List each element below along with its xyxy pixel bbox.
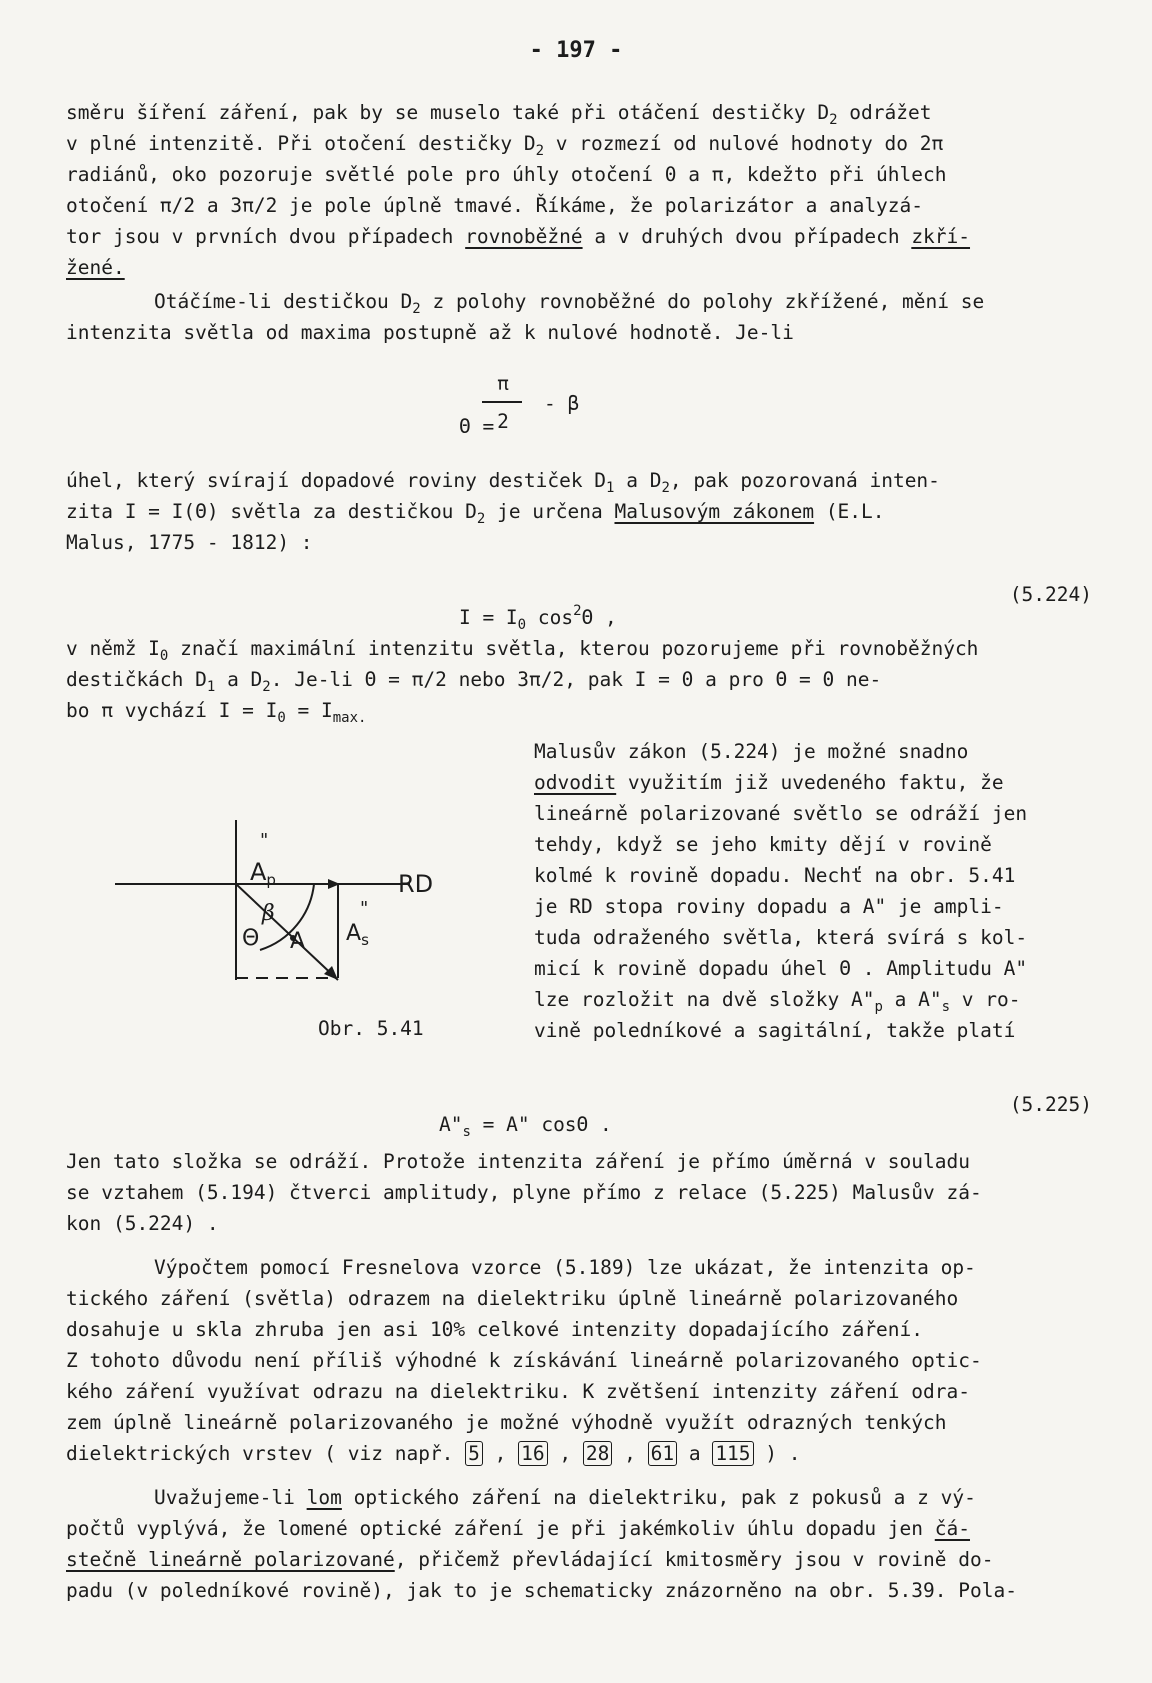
page-number: - 197 -	[529, 38, 623, 63]
text-line: tického záření (světla) odrazem na dielektriku úplně lineárně polarizovaného	[66, 1287, 959, 1310]
eq-text: Θ ,	[581, 606, 617, 629]
text: optického záření na dielektriku, pak z pokusů a z vý-	[341, 1486, 976, 1509]
text-line: radiánů, oko pozoruje světlé pole pro úhly otočení 0 a π, kdežto při úhlech	[66, 163, 947, 186]
text: . Je-li Θ = π/2 nebo 3π/2, pak I = 0 a pro Θ = 0 ne-	[270, 668, 882, 691]
text-line: tuda odraženého světla, která svírá s kol-	[534, 926, 1028, 949]
text-line: tehdy, když se jeho kmity dějí v rovině	[534, 833, 992, 856]
text: v plné intenzitě. Při otočení destičky D	[66, 132, 536, 155]
text: lze rozložit na dvě složky A"	[534, 988, 875, 1011]
equation-number: (5.224)	[1009, 583, 1092, 606]
paragraph-3	[66, 465, 1086, 558]
right-column	[534, 736, 1094, 1046]
subscript: 2	[412, 301, 421, 317]
text: v ro-	[950, 988, 1021, 1011]
text-line: Malus, 1775 - 1812) :	[66, 531, 313, 554]
text-line: otočení π/2 a 3π/2 je pole úplně tmavé. Říkáme, že polarizátor a analyzá-	[66, 194, 924, 217]
text-line: lineárně polarizované světlo se odráží jen	[534, 802, 1028, 825]
text-line: dosahuje u skla zhruba jen asi 10% celkové intenzity dopadajícího záření.	[66, 1318, 924, 1341]
fraction-denominator: 2	[497, 410, 509, 433]
paragraph-5	[66, 1146, 1086, 1239]
text-line: Výpočtem pomocí Fresnelova vzorce (5.189) lze ukázat, že intenzita op-	[154, 1256, 976, 1279]
paragraph-7	[66, 1482, 1086, 1606]
text: tor jsou v prvních dvou případech	[66, 225, 454, 248]
citation-ref: 28	[583, 1441, 612, 1466]
text-line: se vztahem (5.194) čtverci amplitudy, plyne přímo z relace (5.225) Malusův zá-	[66, 1181, 982, 1204]
text-line: zem úplně lineárně polarizovaného je možné výhodně využít odrazných tenkých	[66, 1411, 947, 1434]
subscript: p	[874, 999, 883, 1015]
figure-5-41	[110, 810, 470, 1050]
text: a D	[614, 469, 662, 492]
subscript: 2	[535, 143, 545, 159]
paragraph-4	[66, 633, 1086, 726]
text-line: kolmé k rovině dopadu. Nechť na obr. 5.41	[534, 864, 1016, 887]
text: a D	[215, 668, 263, 691]
label-rd: RD	[398, 870, 434, 898]
text-line: vině poledníkové a sagitální, takže platí	[534, 1019, 1016, 1042]
eq-text: = A" cosΘ .	[470, 1113, 612, 1136]
subscript: 2	[476, 511, 486, 527]
text-line: micí k rovině dopadu úhel Θ . Amplitudu A"	[534, 957, 1028, 980]
citation-ref: 5	[465, 1441, 483, 1466]
text: Otáčíme-li destičkou D	[154, 290, 413, 313]
text: úhel, který svírají dopadové roviny destiček D	[66, 469, 607, 492]
equation-number: (5.225)	[1009, 1093, 1092, 1116]
label-beta: β	[262, 901, 275, 926]
subscript: s	[462, 1124, 471, 1140]
fraction-bar	[482, 401, 522, 403]
subscript: 0	[159, 648, 169, 664]
underlined-term: Malusovým zákonem	[614, 500, 815, 523]
underlined-term: čá-	[934, 1517, 970, 1540]
subscript: 1	[606, 480, 615, 496]
eq-text: A"	[438, 1113, 463, 1136]
text: dielektrických vrstev ( viz např.	[66, 1442, 466, 1465]
citation-ref: 16	[518, 1441, 547, 1466]
citation-ref: 61	[648, 1441, 677, 1466]
text: směru šíření záření, pak by se muselo také při otáčení destičky D	[66, 101, 830, 124]
text: využitím již uvedeného faktu, že	[616, 771, 1004, 794]
paragraph-6: Výpočtem pomocí Fresnelova vzorce (5.189) lze ukázat, že intenzita op- tického záření (světla) odrazem na dielektriku úplně lineárně polarizovaného dosahuje u skla zhruba jen asi 10% celkové intenzity dopadajícího záření. Z tohoto důvodu není příliš výhodné k získávání lineárně polarizovaného optic- kého záření využívat odrazu na dielektriku. K zvětšení intenzity záření odra- zem úplně lineárně polarizovaného je možné výhodně využít odrazných tenkých dielektrických vrstev ( viz např. 5 , 16 , 28 , 61 a 115 ) .	[66, 1252, 1086, 1469]
text-line: padu (v poledníkové rovině), jak to je schematicky znázorněno na obr. 5.39. Pola-	[66, 1579, 1017, 1602]
text-line: kon (5.224) .	[66, 1212, 219, 1235]
eq-text: I = I	[458, 606, 518, 629]
text: v němž I	[66, 637, 160, 660]
label-as-mark: "	[360, 898, 369, 919]
text: je určena	[485, 500, 615, 523]
text: a A"	[882, 988, 942, 1011]
label-theta: Θ	[242, 926, 260, 951]
underlined-term: lom	[306, 1486, 342, 1509]
underlined-term: stečně lineárně polarizované	[66, 1548, 395, 1571]
text: v rozmezí od nulové hodnoty do 2π	[544, 132, 944, 155]
text: a v druhých dvou případech	[582, 225, 912, 248]
label-ap: $A_p$	[250, 858, 276, 889]
subscript: 0	[517, 617, 527, 633]
underlined-term: žené.	[66, 256, 125, 279]
text: bo π vychází I = I	[66, 699, 278, 722]
text: zita I = I(Θ) světla za destičkou D	[66, 500, 477, 523]
text-line: intenzita světla od maxima postupně až k nulové hodnotě. Je-li	[66, 321, 794, 344]
subscript: 2	[262, 679, 271, 695]
subscript: 2	[829, 112, 838, 128]
text-line: Z tohoto důvodu není příliš výhodné k získávání lineárně polarizovaného optic-	[66, 1349, 982, 1372]
text-line: kého záření využívat odrazu na dielektriku. K zvětšení intenzity záření odra-	[66, 1380, 970, 1403]
text: (E.L.	[814, 500, 885, 523]
text: odrážet	[837, 101, 932, 124]
subscript: s	[941, 999, 951, 1015]
label-as: $A_s$	[346, 921, 369, 949]
text: destičkách D	[66, 668, 207, 691]
subscript: max.	[332, 710, 367, 726]
underlined-term: rovnoběžné	[465, 225, 583, 248]
text-line: Malusův zákon (5.224) je možné snadno	[534, 740, 969, 763]
text: , pak pozorovaná inten-	[669, 469, 940, 492]
underlined-term: zkří-	[911, 225, 971, 248]
text: z polohy rovnoběžné do polohy zkřížené, mění se	[420, 290, 985, 313]
underlined-term: odvodit	[534, 771, 617, 794]
citation-ref: 115	[712, 1441, 753, 1466]
text: počtů vyplývá, že lomené optické záření je při jakémkoliv úhlu dopadu jen	[66, 1517, 935, 1540]
text: značí maximální intenzitu světla, kterou pozorujeme při rovnoběžných	[168, 637, 979, 660]
eq-lhs: Θ =	[458, 415, 495, 438]
subscript: 2	[661, 480, 670, 496]
paragraph-2	[66, 286, 1086, 348]
label-a: A	[290, 929, 306, 954]
text: = I	[285, 699, 333, 722]
fraction-numerator: π	[497, 372, 509, 395]
text-line: Jen tato složka se odráží. Protože intenzita záření je přímo úměrná v souladu	[66, 1150, 970, 1173]
figure-caption: Obr. 5.41	[318, 1017, 424, 1040]
label-ap-mark: "	[260, 830, 269, 851]
text-line: je RD stopa roviny dopadu a A" je ampli-	[534, 895, 1004, 918]
paragraph-1	[66, 97, 1086, 283]
eq-rhs: - β	[544, 392, 580, 415]
text: , přičemž převládající kmitosměry jsou v rovině do-	[394, 1548, 994, 1571]
subscript: 0	[277, 710, 286, 726]
eq-text: cos	[526, 606, 574, 629]
subscript: 1	[206, 679, 216, 695]
text: Uvažujeme-li	[154, 1486, 307, 1509]
superscript: 2	[573, 603, 582, 619]
